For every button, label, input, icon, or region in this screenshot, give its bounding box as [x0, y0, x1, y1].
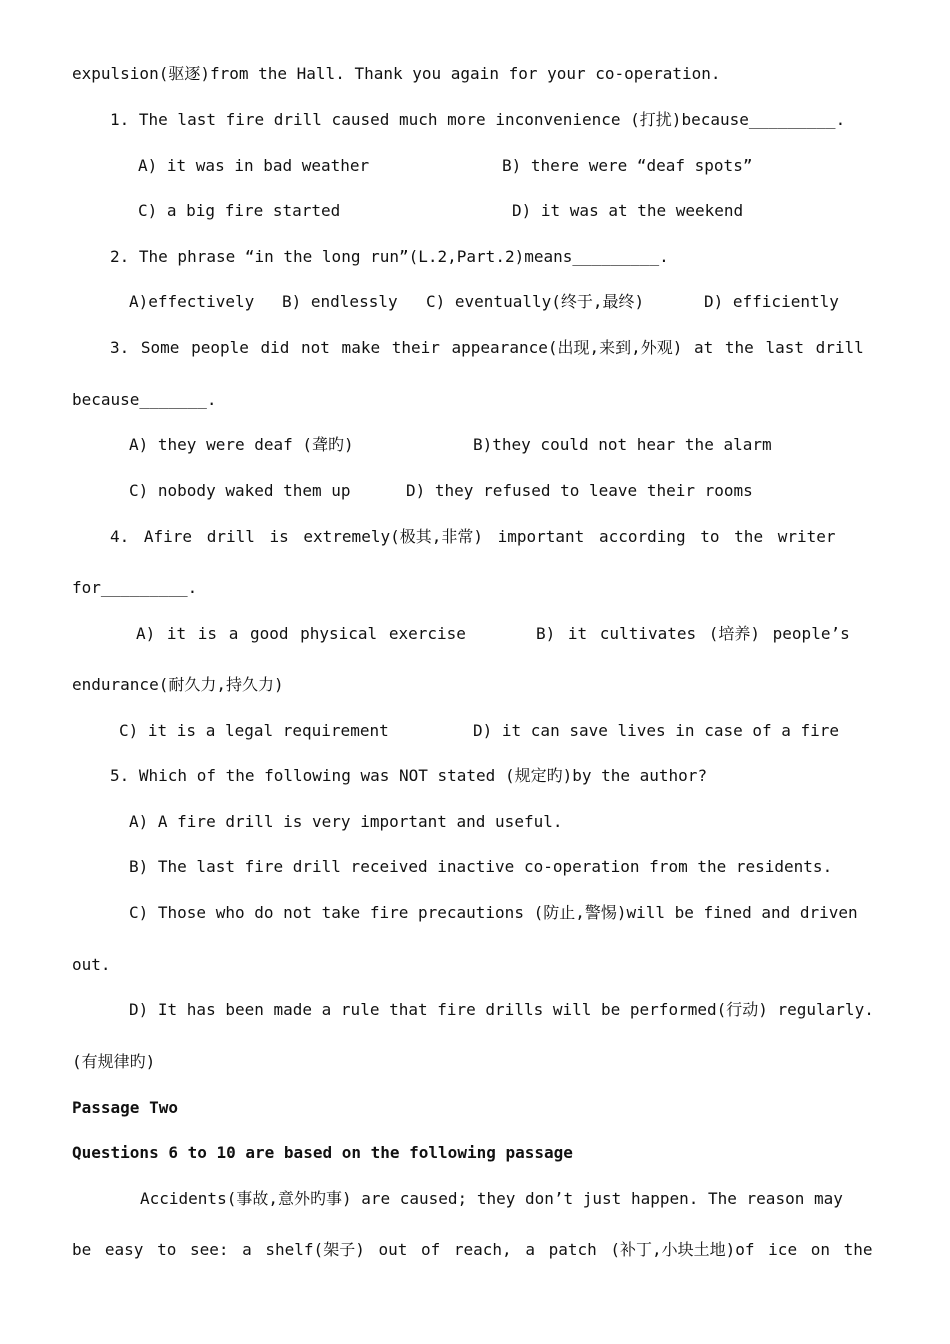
question-5-option-c: C) Those who do not take fire precautions (防止,警惕)will be fined and driven	[129, 903, 858, 922]
question-1-option-a: A) it was in bad weather	[138, 156, 370, 175]
question-1: 1. The last fire drill caused much more inconvenience (打扰)because_________.	[110, 110, 846, 129]
question-3-option-c: C) nobody waked them up	[129, 481, 351, 500]
question-5-option-a: A) A fire drill is very important and useful.	[129, 812, 563, 831]
question-4: 4. Afire drill is extremely(极其,非常) important according to the writer	[110, 527, 836, 546]
passage-two-text-line: Accidents(事故,意外旳事) are caused; they don’t just happen. The reason may	[140, 1189, 843, 1208]
question-5-option-d: D) It has been made a rule that fire drills will be performed(行动) regularly.	[129, 1000, 874, 1019]
question-5-option-c-continued: out.	[72, 955, 111, 974]
question-2-option-c: C) eventually(终于,最终)	[426, 292, 645, 311]
question-4-option-c: C) it is a legal requirement	[119, 721, 389, 740]
question-4-option-b: B) it cultivates (培养) people’s	[536, 624, 850, 643]
question-3: 3. Some people did not make their appearance(出现,来到,外观) at the last drill	[110, 338, 864, 357]
question-4-continued: for_________.	[72, 578, 198, 597]
question-2-option-d: D) efficiently	[704, 292, 839, 311]
passage-two-heading: Passage Two	[72, 1098, 178, 1117]
passage-text-line: expulsion(驱逐)from the Hall. Thank you again for your co-operation.	[72, 64, 721, 83]
question-4-option-a: A) it is a good physical exercise	[136, 624, 466, 643]
passage-two-text-line: be easy to see: a shelf(架子) out of reach, a patch (补丁,小块土地)of ice on the	[72, 1240, 873, 1259]
question-3-continued: because_______.	[72, 390, 217, 409]
question-2: 2. The phrase “in the long run”(L.2,Part.2)means_________.	[110, 247, 669, 266]
question-1-option-b: B) there were “deaf spots”	[502, 156, 753, 175]
question-3-option-d: D) they refused to leave their rooms	[406, 481, 753, 500]
passage-two-instructions: Questions 6 to 10 are based on the following passage	[72, 1143, 573, 1162]
question-3-option-b: B)they could not hear the alarm	[473, 435, 772, 454]
question-5-option-d-note: (有规律旳)	[72, 1052, 156, 1071]
question-5: 5. Which of the following was NOT stated (规定旳)by the author?	[110, 766, 708, 785]
question-4-option-b-continued: endurance(耐久力,持久力)	[72, 675, 284, 694]
question-1-option-d: D) it was at the weekend	[512, 201, 744, 220]
question-4-option-d: D) it can save lives in case of a fire	[473, 721, 840, 740]
question-5-option-b: B) The last fire drill received inactive co-operation from the residents.	[129, 857, 833, 876]
question-2-option-b: B) endlessly	[282, 292, 398, 311]
question-1-option-c: C) a big fire started	[138, 201, 341, 220]
question-3-option-a: A) they were deaf (聋旳)	[129, 435, 354, 454]
question-2-option-a: A)effectively	[129, 292, 255, 311]
